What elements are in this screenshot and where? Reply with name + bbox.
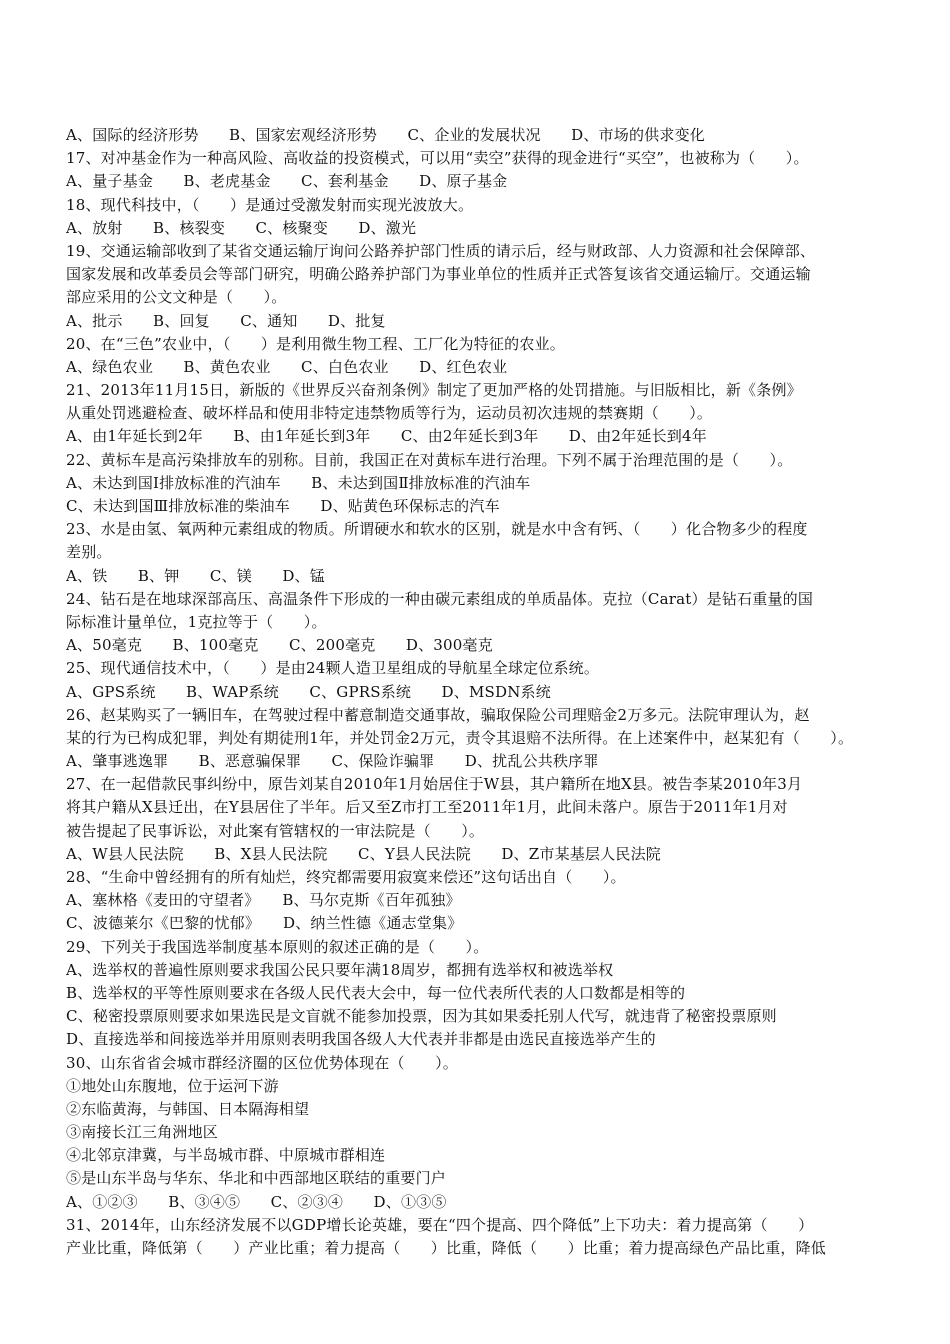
text-line: 26、赵某购买了一辆旧车，在驾驶过程中蓄意制造交通事故，骗取保险公司理赔金2万多元。法院审理认为，赵 [66,705,810,724]
text-line: A、肇事逃逸罪 B、恶意骗保罪 C、保险诈骗罪 D、扰乱公共秩序罪 [66,752,599,771]
text-line: 产业比重，降低第（ ）产业比重；着力提高（ ）比重，降低（ ）比重；着力提高绿色产品比重，降低 [66,1239,827,1257]
text-line: 17、对冲基金作为一种高风险、高收益的投资模式，可以用“卖空”获得的现金进行“买空”，也被称为（ ）。 [66,149,809,168]
text-line: A、W县人民法院 B、X县人民法院 C、Y县人民法院 D、Z市某基层人民法院 [66,844,661,863]
text-line: 部应采用的公文文种是（ ）。 [66,288,287,307]
text-line: ③南接长江三角洲地区 [66,1123,219,1142]
text-line: D、直接选举和间接选举并用原则表明我国各级人大代表并非都是由选民直接选举产生的 [66,1030,656,1049]
text-line: A、GPS系统 B、WAP系统 C、GPRS系统 D、MSDN系统 [66,682,551,701]
text-line: 从重处罚逃避检查、破坏样品和使用非特定违禁物质等行为，运动员初次违规的禁赛期（ ）。 [66,404,713,423]
text-line: C、秘密投票原则要求如果选民是文盲就不能参加投票，因为其如果委托别人代写，就违背了秘密投票原则 [66,1007,777,1026]
text-line: 31、2014年，山东经济发展不以GDP增长论英雄，要在“四个提高、四个降低”上下功夫：着力提高第（ ） [66,1215,814,1234]
text-line: ②东临黄海，与韩国、日本隔海相望 [66,1099,310,1118]
text-line: 差别。 [66,543,112,562]
text-line: 23、水是由氢、氧两种元素组成的物质。所谓硬水和软水的区别，就是水中含有钙、（ ）化合物多少的程度 [66,520,808,539]
text-line: A、绿色农业 B、黄色农业 C、白色农业 D、红色农业 [66,357,508,376]
text-line: 21、2013年11月15日，新版的《世界反兴奋剂条例》制定了更加严格的处罚措施。与旧版相比，新《条例》 [66,381,802,400]
text-line: ⑤是山东半岛与华东、华北和中西部地区联结的重要门户 [66,1169,447,1188]
text-line: 被告提起了民事诉讼，对此案有管辖权的一审法院是（ ）。 [66,821,485,840]
text-line: A、国际的经济形势 B、国家宏观经济形势 C、企业的发展状况 D、市场的供求变化 [66,126,705,144]
text-line: A、未达到国Ⅰ排放标准的汽油车 B、未达到国Ⅱ排放标准的汽油车 [66,473,531,492]
text-line: 29、下列关于我国选举制度基本原则的叙述正确的是（ ）。 [66,937,489,956]
text-line: 18、现代科技中，（ ）是通过受激发射而实现光波放大。 [66,195,474,214]
text-line: A、塞林格《麦田的守望者》 B、马尔克斯《百年孤独》 [66,891,461,910]
text-line: 某的行为已构成犯罪，判处有期徒刑1年，并处罚金2万元，责令其退赔不法所得。在上述案件中，赵某犯有（ ）。 [66,728,854,747]
text-line: 28、“生命中曾经拥有的所有灿烂，终究都需要用寂寞来偿还”这句话出自（ ）。 [66,868,626,886]
text-line: 30、山东省省会城市群经济圈的区位优势体现在（ ）。 [66,1053,458,1072]
text-line: 27、在一起借款民事纠纷中，原告刘某自2010年1月始居住于W县，其户籍所在地X县。被告李某2010年3月 [66,775,803,794]
text-line: A、①②③ B、③④⑤ C、②③④ D、①③⑤ [66,1192,447,1211]
text-line: ①地处山东腹地，位于运河下游 [66,1076,279,1095]
text-line: 24、钻石是在地球深部高压、高温条件下形成的一种由碳元素组成的单质晶体。克拉（Carat）是钻石重量的国 [66,589,814,608]
text-line: A、50毫克 B、100毫克 C、200毫克 D、300毫克 [66,636,493,655]
text-line: A、由1年延长到2年 B、由1年延长到3年 C、由2年延长到3年 D、由2年延长到4年 [66,427,707,446]
text-line: ④北邻京津冀，与半岛城市群、中原城市群相连 [66,1146,386,1165]
text-line: 25、现代通信技术中，（ ）是由24颗人造卫星组成的导航星全球定位系统。 [66,659,600,678]
text-line: A、批示 B、回复 C、通知 D、批复 [66,311,386,330]
text-line: 将其户籍从X县迁出，在Y县居住了半年。后又至Z市打工至2011年1月，此间未落户。原告于2011年1月对 [66,798,788,817]
text-line: 20、在“三色”农业中，（ ）是利用微生物工程、工厂化为特征的农业。 [66,334,565,353]
text-line: 国家发展和改革委员会等部门研究，明确公路养护部门为事业单位的性质并正式答复该省交通运输厅。交通运输 [66,265,811,284]
text-line: A、铁 B、钾 C、镁 D、锰 [66,566,325,585]
text-line: A、量子基金 B、老虎基金 C、套利基金 D、原子基金 [66,172,508,191]
text-line: A、放射 B、核裂变 C、核聚变 D、激光 [66,218,417,237]
text-line: C、未达到国Ⅲ排放标准的柴油车 D、贴黄色环保标志的汽车 [66,497,500,515]
text-line: 19、交通运输部收到了某省交通运输厅询问公路养护部门性质的请示后，经与财政部、人力资源和社会保障部、 [66,241,816,260]
text-line: A、选举权的普遍性原则要求我国公民只要年满18周岁，都拥有选举权和被选举权 [66,960,614,979]
text-line: 际标准计量单位，1克拉等于（ ）。 [66,612,327,631]
text-line: B、选举权的平等性原则要求在各级人民代表大会中，每一位代表所代表的人口数都是相等的 [66,983,686,1002]
text-line: 22、黄标车是高污染排放车的别称。目前，我国正在对黄标车进行治理。下列不属于治理范围的是（ ）。 [66,450,793,469]
text-line: C、波德莱尔《巴黎的忧郁》 D、纳兰性德《通志堂集》 [66,914,463,933]
